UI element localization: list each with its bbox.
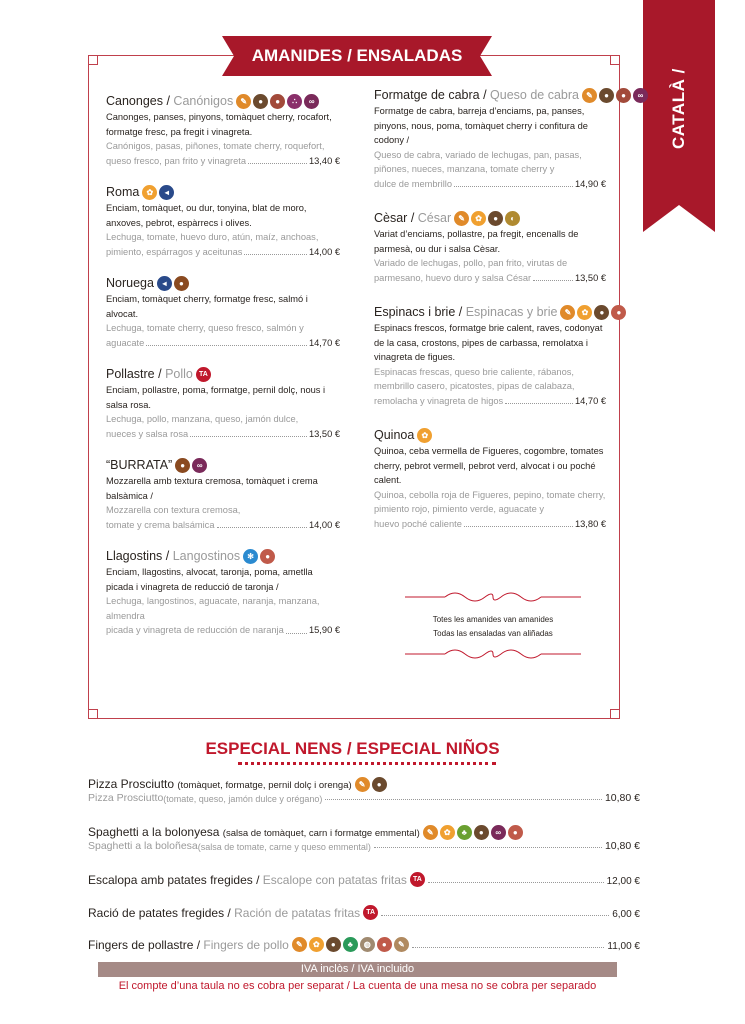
sesame-icon: ∴ [287,94,302,109]
item-name-ca: Cèsar [374,211,408,225]
gluten-icon: ✎ [454,211,469,226]
name-separator: / [407,211,418,225]
item-name-es: César [417,211,452,225]
item-description-es-end: nueces y salsa rosa [106,428,189,439]
item-description-es-end: aguacate [106,337,145,348]
item-name [106,456,340,474]
item-name [106,183,340,201]
item-description-es-end: pimiento, espárragos y aceitunas [106,246,243,257]
price-line [106,427,340,442]
leader-dots [325,799,602,800]
item-description-es-end: picada y vinagreta de reducción de naranja [106,625,284,635]
leader-dots [248,163,307,164]
dairy-icon: ● [488,211,503,226]
allergen-icons [363,905,378,920]
allergen-icons [423,825,523,840]
menu-item [106,547,340,638]
allergen-icons [410,872,425,887]
item-description-ca: Quinoa, ceba vermella de Figueres, cogombre, tomates cherry, pebrot vermell, pebrot verd, alvocat i ou poché calent. [374,446,604,485]
kids-price-line [88,937,640,952]
item-price: 14,00 € [308,246,340,257]
item-name-ca: Formatge de cabra [374,88,480,102]
footer-note: El compte d’una taula no es cobra per separat / La cuenta de una mesa no se cobra per separado [118,980,597,992]
name-separator: / [163,94,174,108]
name-separator: / [162,549,173,563]
name-separator: / [154,367,166,381]
right-column [374,86,644,549]
allergen-icons [236,94,319,109]
dairy-icon: ● [326,937,341,952]
item-description-es: Espinacas frescas, queso brie caliente, rábanos, membrillo casero, picatostes, pipas de calabaza, [374,366,575,391]
item-name [106,92,340,110]
lupin-icon: ✎ [394,937,409,952]
kids-name-es: Fingers de pollo [203,938,289,952]
price-line [374,517,606,532]
sulphite-icon: ∞ [491,825,506,840]
price-line [106,518,340,533]
item-name-es: Canónigos [173,94,234,108]
kids-item-name [88,777,640,792]
leader-dots [412,947,605,948]
egg-icon: ● [508,825,523,840]
kids-name-es: Spaghetti a la boloñesa [88,840,198,853]
kids-item-name [88,825,640,840]
allergen-icons [417,428,432,443]
item-description-es-end: dulce de membrillo [374,178,453,189]
menu-item [374,426,606,531]
item-name-ca: Quinoa [374,428,415,442]
name-separator: / [224,906,235,920]
item-price: 13,40 € [308,155,340,166]
price-line [374,271,606,286]
leader-dots [428,882,604,883]
item-name-es: Queso de cabra [490,88,579,102]
leader-dots [244,254,307,255]
note-ca: Totes les amanides van amanides [432,615,554,624]
kids-price: 10,80 € [604,840,640,853]
section-title: AMANIDES / ENSALADAS [251,46,463,65]
item-name [374,303,622,321]
item-description-es: Mozzarella con textura cremosa, [106,505,241,515]
item-description-ca: Variat d’enciams, pollastre, pa fregit, encenalls de parmesà, ou dur i salsa Cèsar. [374,229,579,254]
egg-icon: ● [616,88,631,103]
kids-name-ca: Ració de patates fregides [88,906,225,920]
allergen-icons [196,367,211,382]
item-name [374,426,606,444]
price-line [374,394,606,409]
kids-name-ca: Fingers de pollastre [88,938,194,952]
celery-icon: ♣ [457,825,472,840]
name-separator: / [479,88,491,102]
menu-item [374,303,622,408]
allergen-icons [454,211,520,226]
ornament-bottom [395,645,591,663]
section-ribbon [222,36,492,78]
item-name-ca: Pollastre [106,367,155,381]
dairy-icon: ● [174,276,189,291]
item-description-ca: Enciam, llagostins, alvocat, taronja, poma, ametlla picada i vinagreta de reducció de taronja / [106,567,313,592]
kids-detail-es: (tomate, queso, jamón dulce y orégano) [163,794,323,805]
name-separator: / [455,305,466,319]
allergen-icons [582,88,648,103]
fish-icon: ◂ [159,185,174,200]
menu-item [106,183,340,259]
item-description-es: Lechuga, langostinos, aguacate, naranja, manzana, almendra [106,596,320,621]
allergen-icons [560,305,626,320]
item-description-ca: Enciam, tomàquet, ou dur, tonyina, blat de moro, anxoves, pebrot, espàrrecs i olives. [106,203,307,228]
leader-dots [381,915,609,916]
kids-price-line [88,792,640,804]
item-description-ca: Mozzarella amb textura cremosa, tomàquet i crema balsàmica / [106,476,318,501]
menu-item [106,92,340,168]
price-line [106,336,340,351]
item-price: 13,50 € [574,272,606,283]
frame-corner [88,709,98,719]
item-description-ca: Canonges, panses, pinyons, tomàquet cherry, rocafort, formatge fresc, pa fregit i vinagreta. [106,112,332,137]
leader-dots [146,345,307,346]
kids-price-line [88,840,640,852]
mustard-icon: ✿ [440,825,455,840]
kids-price-line [88,872,640,887]
kids-price-line [88,905,640,920]
language-tab [643,0,732,232]
leader-dots [374,847,602,848]
note-es: Todas las ensaladas van aliñadas [433,629,553,638]
nuts-icon: ∞ [304,94,319,109]
item-description-es-end: queso fresco, pan frito y vinagreta [106,155,247,166]
kids-name-ca: Pizza Prosciutto [88,777,175,791]
gluten-icon: ✎ [355,777,370,792]
item-price: 14,90 € [574,178,606,189]
item-name [374,209,606,227]
item-price: 14,70 € [574,395,606,406]
dairy-icon: ● [175,458,190,473]
allergen-icons [243,549,275,564]
dairy-icon: ● [372,777,387,792]
price-line [106,154,340,169]
item-name-es: Pollo [165,367,193,381]
fish-icon: ◂ [157,276,172,291]
allergen-icons [142,185,174,200]
gluten-icon: ✎ [582,88,597,103]
kids-price: 12,00 € [606,876,640,887]
vat-bar: IVA inclòs / IVA incluido [98,962,617,977]
menu-item [374,86,644,191]
egg-icon: ● [260,549,275,564]
leader-dots [505,403,573,404]
egg-icon: ● [270,94,285,109]
price-line [106,623,340,638]
kids-item [88,777,640,804]
item-description-es: Variado de lechugas, pollo, pan frito, virutas de [374,258,568,268]
kids-item [88,872,640,887]
nuts-icon: ∞ [633,88,648,103]
item-description-es-end: huevo poché caliente [374,518,462,529]
allergen-icons [175,458,207,473]
kids-price: 6,00 € [612,909,640,920]
gluten-icon: ✎ [423,825,438,840]
kids-detail-ca: (salsa de tomàquet, carn i formatge emmental) [222,828,420,839]
item-name-ca: Roma [106,185,140,199]
item-name [106,547,340,565]
mustard-icon: ✿ [309,937,324,952]
kids-name-es: Escalope con patatas fritas [262,873,407,887]
gluten-icon: ✎ [292,937,307,952]
item-description-ca: Espinacs frescos, formatge brie calent, raves, codonyat de la casa, crostons, pipes de carbassa, remolatxa i vinagreta de figues. [374,323,603,362]
ta-icon: TA [410,872,425,887]
celery-icon: ♣ [343,937,358,952]
egg-icon: ● [611,305,626,320]
leader-dots [286,633,307,634]
frame-corner [610,709,620,719]
title-underline [238,762,496,765]
price-line [374,177,606,192]
mustard-icon: ✿ [471,211,486,226]
kids-price: 10,80 € [604,792,640,805]
dairy-icon: ● [594,305,609,320]
language-tab-label: CATALÀ / CASTELLANO [669,48,732,170]
kids-section-title: ESPECIAL NENS / ESPECIAL NIÑOS [205,739,500,758]
item-name [374,86,644,104]
kids-item [88,825,640,852]
item-name-ca: “BURRATA” [106,458,173,472]
kids-name-es: Ración de patatas fritas [234,906,361,920]
item-description-es-end: remolacha y vinagreta de higos [374,395,504,406]
leader-dots [464,526,573,527]
item-description-es: Lechuga, pollo, manzana, queso, jamón dulce, [106,414,299,424]
kids-detail-ca: (tomàquet, formatge, pernil dolç i orenga) [177,780,352,791]
kids-name-ca: Escalopa amb patates fregides [88,873,253,887]
item-description-es-end: parmesano, huevo duro y salsa César [374,272,532,283]
dressing-note [395,588,591,668]
frame-corner [610,55,620,65]
allergen-icons [355,777,387,792]
kids-name-ca: Spaghetti a la bolonyesa [88,825,220,839]
name-separator: / [193,938,204,952]
dairy-icon: ● [599,88,614,103]
item-price: 13,80 € [574,518,606,529]
egg-icon: ● [377,937,392,952]
item-description-ca: Formatge de cabra, barreja d’enciams, pa, panses, pinyons, nous, poma, tomàquet cherry i confitura de codony / [374,106,588,145]
leader-dots [533,280,573,281]
allergen-icons [292,937,409,952]
item-price: 14,70 € [308,337,340,348]
leader-dots [190,436,307,437]
gluten-icon: ✎ [560,305,575,320]
menu-item [374,209,606,285]
item-name-ca: Canonges [106,94,163,108]
item-description-es: Lechuga, tomate, huevo duro, atún, maíz, anchoas, [106,232,319,242]
item-description-es-end: tomate y crema balsámica [106,519,215,530]
dairy-icon: ● [474,825,489,840]
menu-item [106,274,340,350]
item-description-es: Quinoa, cebolla roja de Figueres, pepino, tomate cherry, pimiento rojo, pimiento verde, aguacate y [374,489,606,514]
kids-item [88,937,640,952]
item-name [106,365,340,383]
kids-name-es: Pizza Prosciutto [88,792,164,805]
item-price: 14,00 € [308,519,340,530]
menu-item [106,456,340,532]
left-column [106,92,340,653]
item-name-ca: Noruega [106,276,154,290]
menu-item [106,365,340,441]
mustard-icon: ✿ [142,185,157,200]
kids-detail-es: (salsa de tomate, carne y queso emmental) [197,842,371,853]
crustacean-icon: ✻ [243,549,258,564]
item-price: 15,90 € [308,625,340,635]
leader-dots [454,186,573,187]
item-name-ca: Espinacs i brie [374,305,456,319]
mustard-icon: ✿ [417,428,432,443]
name-separator: / [252,873,263,887]
item-description-es: Canónigos, pasas, piñones, tomate cherry, roquefort, [106,141,325,151]
ta-icon: TA [196,367,211,382]
item-description-es: Queso de cabra, variado de lechugas, pan, pasas, piñones, nueces, manzana, tomate cherry y [374,149,582,174]
item-name [106,274,340,292]
item-name-es: Langostinos [172,549,241,563]
item-description-ca: Enciam, pollastre, poma, formatge, pernil dolç, nous i salsa rosa. [106,385,326,410]
ta-icon: TA [363,905,378,920]
mollusc-icon: ◐ [505,211,520,226]
sulphite-icon: ∞ [192,458,207,473]
frame-corner [88,55,98,65]
item-price: 13,50 € [308,428,340,439]
dairy-icon: ● [253,94,268,109]
item-name-ca: Llagostins [106,549,163,563]
kids-price: 11,00 € [607,941,640,952]
item-name-es: Espinacas y brie [465,305,558,319]
allergen-icons [157,276,189,291]
peanut-icon: ◍ [360,937,375,952]
price-line [106,245,340,260]
item-description-ca: Enciam, tomàquet cherry, formatge fresc, salmó i alvocat. [106,294,308,319]
kids-item [88,905,640,920]
mustard-icon: ✿ [577,305,592,320]
leader-dots [217,527,307,528]
gluten-icon: ✎ [236,94,251,109]
item-description-es: Lechuga, tomate cherry, queso fresco, salmón y [106,323,304,333]
ornament-top [395,588,591,606]
